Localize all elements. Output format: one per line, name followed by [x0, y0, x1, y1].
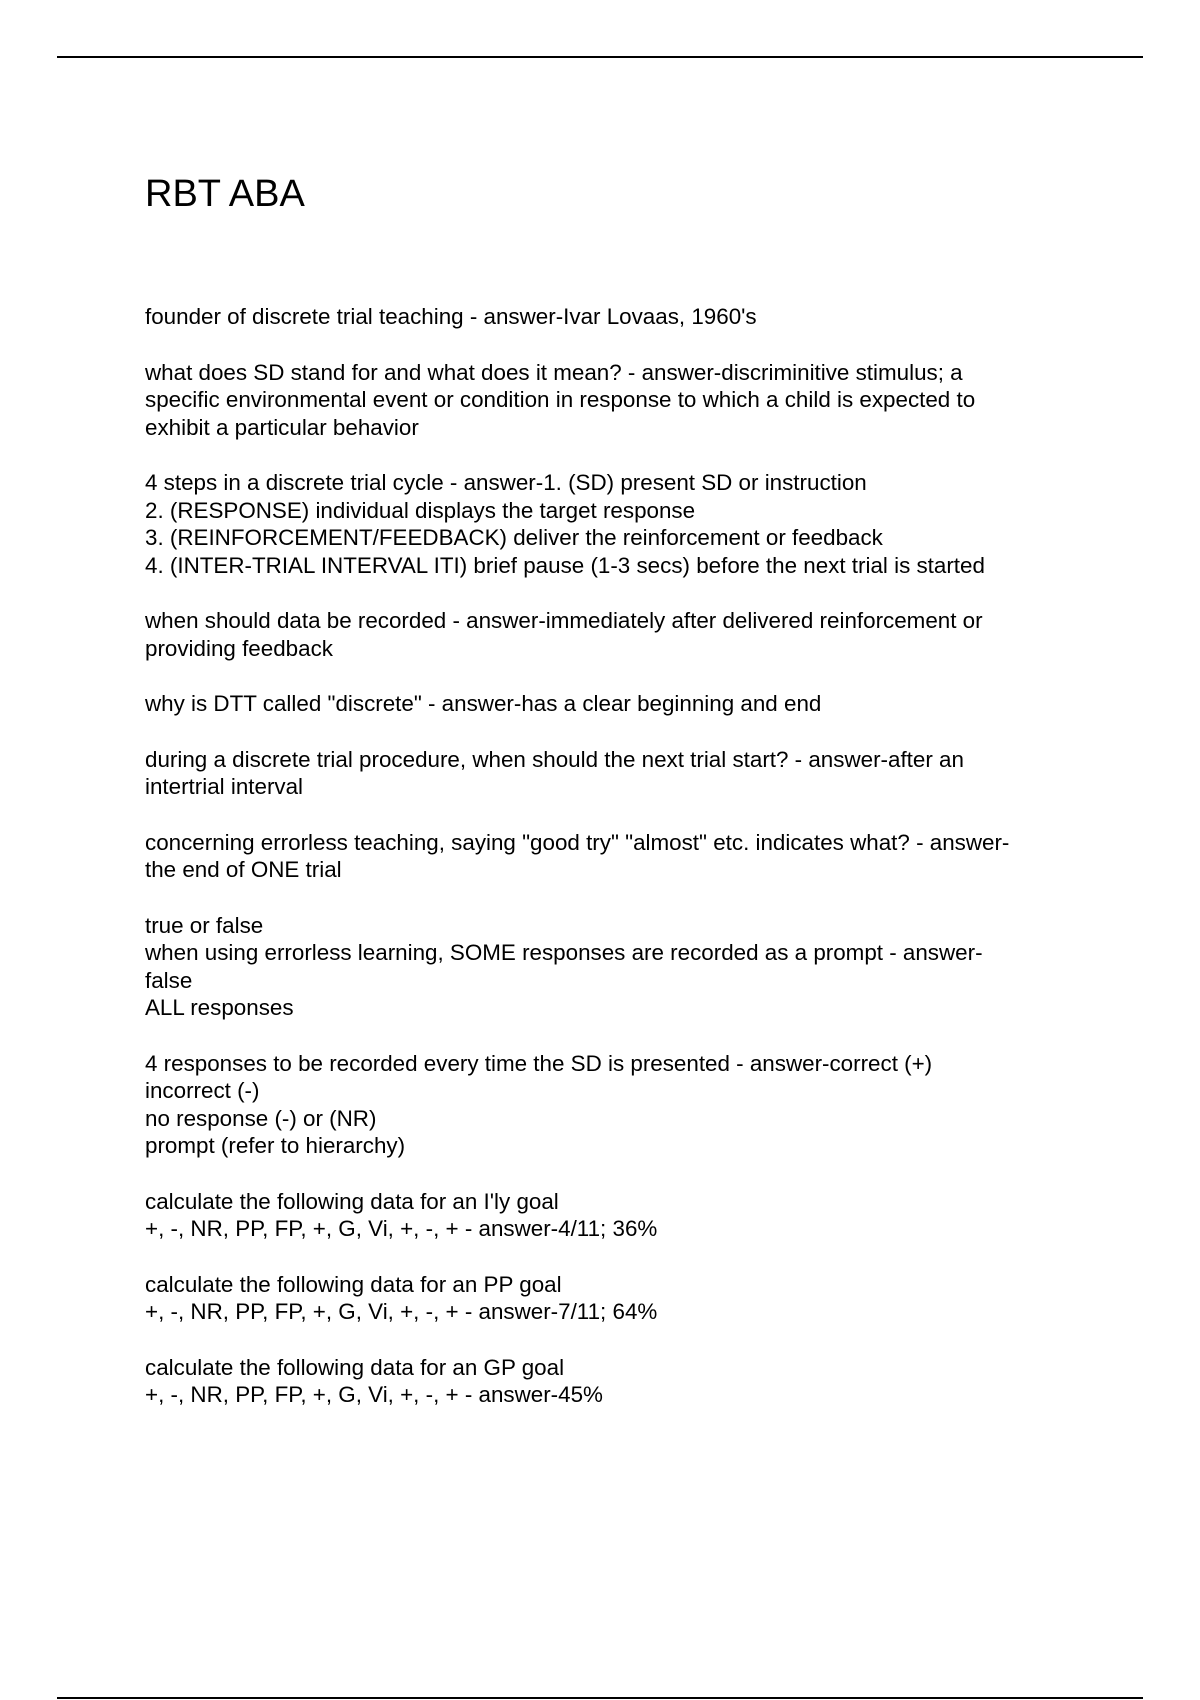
qa-entry	[145, 1271, 1090, 1326]
qa-line: exhibit a particular behavior	[145, 414, 419, 440]
qa-line: +, -, NR, PP, FP, +, G, Vi, +, -, + - answer-45%	[145, 1382, 603, 1407]
qa-line: incorrect (-)	[145, 1078, 260, 1103]
qa-entry	[145, 359, 1090, 442]
qa-line: 3. (REINFORCEMENT/FEEDBACK) deliver the reinforcement or feedback	[145, 525, 883, 550]
qa-line: specific environmental event or condition in response to which a child is expected to	[145, 387, 976, 412]
qa-entry	[145, 746, 1090, 801]
qa-line: concerning errorless teaching, saying "good try" "almost" etc. indicates what? - answer-	[145, 829, 1010, 855]
qa-line: calculate the following data for an PP goal	[145, 1271, 562, 1297]
qa-entry	[145, 303, 1090, 331]
qa-line: +, -, NR, PP, FP, +, G, Vi, +, -, + - answer-4/11; 36%	[145, 1216, 658, 1241]
qa-line: true or false	[145, 912, 264, 938]
qa-entry	[145, 1188, 1090, 1243]
qa-line: why is DTT called "discrete" - answer-has a clear beginning and end	[145, 691, 822, 716]
qa-line: intertrial interval	[145, 774, 304, 799]
qa-entry	[145, 469, 1090, 579]
qa-line: what does SD stand for and what does it mean? - answer-discriminitive stimulus; a	[145, 359, 963, 385]
qa-line: calculate the following data for an I'ly goal	[145, 1188, 559, 1214]
qa-list	[145, 303, 1090, 1437]
qa-entry	[145, 1354, 1090, 1409]
footer-rule	[57, 1697, 1143, 1699]
qa-line: +, -, NR, PP, FP, +, G, Vi, +, -, + - answer-7/11; 64%	[145, 1299, 658, 1324]
qa-entry	[145, 829, 1090, 884]
qa-line: founder of discrete trial teaching - answer-Ivar Lovaas, 1960's	[145, 304, 757, 329]
page-title: RBT ABA	[145, 173, 305, 215]
header-rule	[57, 56, 1143, 58]
qa-line: no response (-) or (NR)	[145, 1105, 377, 1131]
qa-line: 4 steps in a discrete trial cycle - answer-1. (SD) present SD or instruction	[145, 470, 867, 495]
qa-entry	[145, 912, 1090, 1022]
qa-line: during a discrete trial procedure, when should the next trial start? - answer-after an	[145, 746, 964, 772]
qa-line: false	[145, 967, 193, 993]
qa-line: providing feedback	[145, 635, 333, 661]
qa-line: 4 responses to be recorded every time the SD is presented - answer-correct (+)	[145, 1050, 933, 1076]
qa-line: the end of ONE trial	[145, 857, 342, 882]
qa-line: ALL responses	[145, 995, 294, 1020]
qa-line: when should data be recorded - answer-immediately after delivered reinforcement or	[145, 608, 983, 633]
qa-entry	[145, 607, 1090, 662]
qa-line: when using errorless learning, SOME responses are recorded as a prompt - answer-	[145, 940, 983, 965]
qa-line: prompt (refer to hierarchy)	[145, 1133, 406, 1158]
qa-entry	[145, 1050, 1090, 1160]
qa-line: 2. (RESPONSE) individual displays the target response	[145, 497, 696, 523]
qa-line: calculate the following data for an GP goal	[145, 1354, 565, 1380]
qa-line: 4. (INTER-TRIAL INTERVAL ITI) brief pause (1-3 secs) before the next trial is started	[145, 552, 985, 578]
qa-entry	[145, 690, 1090, 718]
